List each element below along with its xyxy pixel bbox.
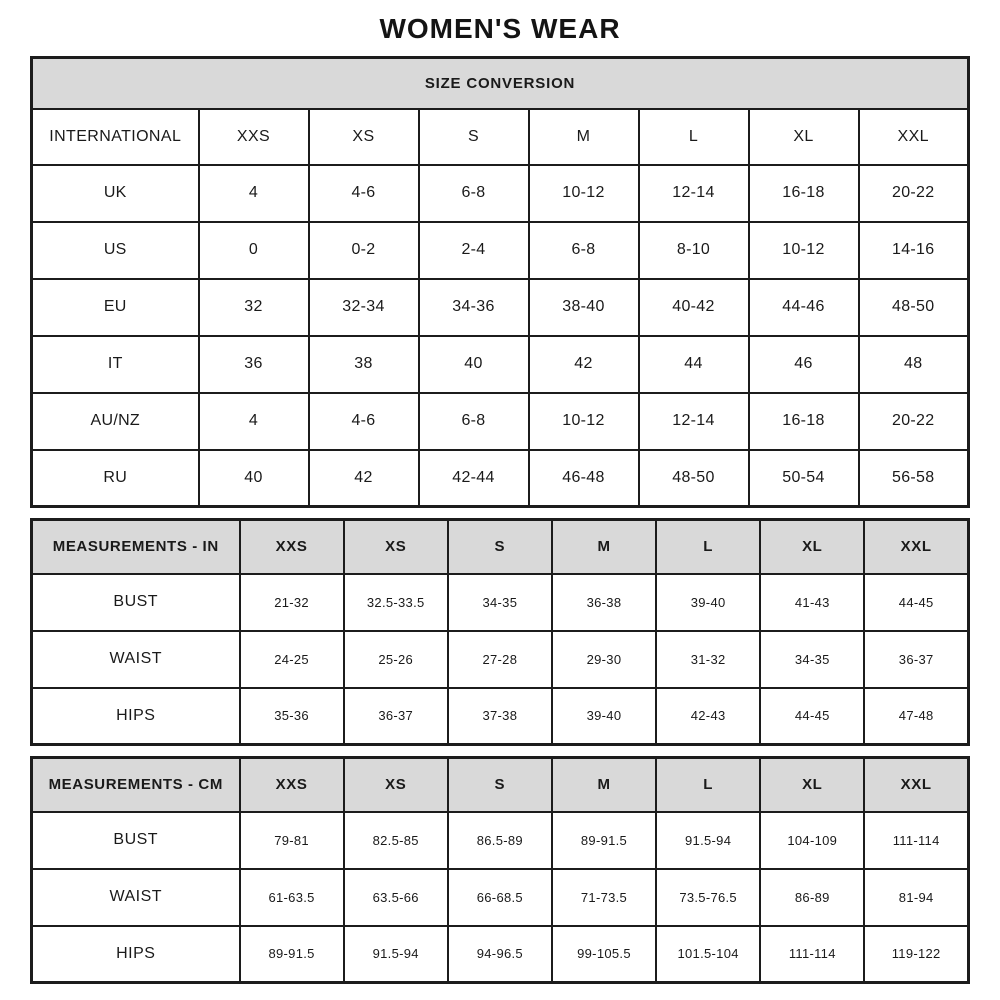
value-cell: 94-96.5	[448, 926, 552, 983]
value-cell: 44-46	[749, 279, 859, 336]
value-cell: 20-22	[859, 165, 969, 222]
value-cell: 35-36	[240, 688, 344, 745]
table-row	[32, 688, 969, 745]
column-header: XS	[344, 520, 448, 574]
value-cell: 8-10	[639, 222, 749, 279]
value-cell: 48-50	[639, 450, 749, 507]
value-cell: 36	[199, 336, 309, 393]
column-header: XS	[344, 758, 448, 812]
size-conversion-table	[30, 56, 970, 508]
corner-label: INTERNATIONAL	[32, 109, 199, 165]
value-cell: 101.5-104	[656, 926, 760, 983]
value-cell: 36-37	[344, 688, 448, 745]
value-cell: 48-50	[859, 279, 969, 336]
value-cell: 41-43	[760, 574, 864, 631]
column-header: XXS	[240, 520, 344, 574]
value-cell: 86.5-89	[448, 812, 552, 869]
value-cell: 79-81	[240, 812, 344, 869]
value-cell: 10-12	[529, 165, 639, 222]
value-cell: 91.5-94	[656, 812, 760, 869]
value-cell: 44	[639, 336, 749, 393]
row-label: BUST	[32, 812, 240, 869]
value-cell: 24-25	[240, 631, 344, 688]
row-label: EU	[32, 279, 199, 336]
value-cell: 89-91.5	[240, 926, 344, 983]
value-cell: 36-38	[552, 574, 656, 631]
value-cell: 6-8	[529, 222, 639, 279]
column-header-row	[32, 520, 969, 574]
value-cell: 31-32	[656, 631, 760, 688]
table-row	[32, 165, 969, 222]
row-label: AU/NZ	[32, 393, 199, 450]
table-row	[32, 279, 969, 336]
row-label: BUST	[32, 574, 240, 631]
column-header: XL	[749, 109, 859, 165]
value-cell: 91.5-94	[344, 926, 448, 983]
value-cell: 4	[199, 165, 309, 222]
value-cell: 119-122	[864, 926, 968, 983]
column-header-row	[32, 109, 969, 165]
column-header: L	[656, 758, 760, 812]
value-cell: 39-40	[656, 574, 760, 631]
row-label: IT	[32, 336, 199, 393]
value-cell: 46	[749, 336, 859, 393]
value-cell: 111-114	[760, 926, 864, 983]
value-cell: 42	[529, 336, 639, 393]
column-header: M	[552, 520, 656, 574]
column-header: XXS	[199, 109, 309, 165]
value-cell: 82.5-85	[344, 812, 448, 869]
value-cell: 86-89	[760, 869, 864, 926]
column-header-row	[32, 758, 969, 812]
table-row	[32, 450, 969, 507]
table-row	[32, 222, 969, 279]
value-cell: 81-94	[864, 869, 968, 926]
value-cell: 20-22	[859, 393, 969, 450]
column-header: S	[419, 109, 529, 165]
value-cell: 6-8	[419, 165, 529, 222]
value-cell: 40-42	[639, 279, 749, 336]
table-row	[32, 393, 969, 450]
value-cell: 29-30	[552, 631, 656, 688]
value-cell: 37-38	[448, 688, 552, 745]
value-cell: 10-12	[529, 393, 639, 450]
value-cell: 16-18	[749, 165, 859, 222]
table-row	[32, 631, 969, 688]
value-cell: 4	[199, 393, 309, 450]
value-cell: 32.5-33.5	[344, 574, 448, 631]
value-cell: 6-8	[419, 393, 529, 450]
value-cell: 12-14	[639, 165, 749, 222]
column-header: S	[448, 758, 552, 812]
table-row	[32, 574, 969, 631]
value-cell: 42	[309, 450, 419, 507]
row-label: US	[32, 222, 199, 279]
column-header: XL	[760, 520, 864, 574]
table-row	[32, 336, 969, 393]
value-cell: 61-63.5	[240, 869, 344, 926]
value-cell: 34-36	[419, 279, 529, 336]
value-cell: 40	[419, 336, 529, 393]
value-cell: 89-91.5	[552, 812, 656, 869]
row-label: HIPS	[32, 688, 240, 745]
value-cell: 42-43	[656, 688, 760, 745]
value-cell: 66-68.5	[448, 869, 552, 926]
value-cell: 56-58	[859, 450, 969, 507]
column-header: L	[639, 109, 749, 165]
page-title: WOMEN'S WEAR	[379, 13, 621, 44]
row-label: RU	[32, 450, 199, 507]
value-cell: 63.5-66	[344, 869, 448, 926]
column-header: XXS	[240, 758, 344, 812]
value-cell: 2-4	[419, 222, 529, 279]
value-cell: 0	[199, 222, 309, 279]
value-cell: 47-48	[864, 688, 968, 745]
value-cell: 99-105.5	[552, 926, 656, 983]
value-cell: 32	[199, 279, 309, 336]
measurements-cm-table	[30, 756, 970, 984]
column-header: M	[529, 109, 639, 165]
value-cell: 16-18	[749, 393, 859, 450]
row-label: UK	[32, 165, 199, 222]
column-header: XL	[760, 758, 864, 812]
value-cell: 39-40	[552, 688, 656, 745]
measurements-in-table	[30, 518, 970, 746]
value-cell: 10-12	[749, 222, 859, 279]
corner-label: MEASUREMENTS - IN	[32, 520, 240, 574]
table-row	[32, 869, 969, 926]
value-cell: 38	[309, 336, 419, 393]
size-conversion-banner: SIZE CONVERSION	[32, 58, 969, 109]
value-cell: 40	[199, 450, 309, 507]
value-cell: 32-34	[309, 279, 419, 336]
value-cell: 34-35	[448, 574, 552, 631]
value-cell: 38-40	[529, 279, 639, 336]
corner-label: MEASUREMENTS - CM	[32, 758, 240, 812]
value-cell: 14-16	[859, 222, 969, 279]
column-header: XXL	[859, 109, 969, 165]
value-cell: 36-37	[864, 631, 968, 688]
value-cell: 34-35	[760, 631, 864, 688]
row-label: WAIST	[32, 869, 240, 926]
value-cell: 73.5-76.5	[656, 869, 760, 926]
column-header: XS	[309, 109, 419, 165]
value-cell: 104-109	[760, 812, 864, 869]
value-cell: 71-73.5	[552, 869, 656, 926]
value-cell: 21-32	[240, 574, 344, 631]
value-cell: 4-6	[309, 393, 419, 450]
value-cell: 4-6	[309, 165, 419, 222]
column-header: XXL	[864, 758, 968, 812]
banner-row	[32, 58, 969, 109]
value-cell: 50-54	[749, 450, 859, 507]
table-row	[32, 926, 969, 983]
column-header: M	[552, 758, 656, 812]
value-cell: 12-14	[639, 393, 749, 450]
row-label: WAIST	[32, 631, 240, 688]
value-cell: 42-44	[419, 450, 529, 507]
row-label: HIPS	[32, 926, 240, 983]
column-header: XXL	[864, 520, 968, 574]
value-cell: 111-114	[864, 812, 968, 869]
value-cell: 46-48	[529, 450, 639, 507]
value-cell: 0-2	[309, 222, 419, 279]
value-cell: 48	[859, 336, 969, 393]
value-cell: 44-45	[760, 688, 864, 745]
column-header: S	[448, 520, 552, 574]
column-header: L	[656, 520, 760, 574]
value-cell: 27-28	[448, 631, 552, 688]
value-cell: 44-45	[864, 574, 968, 631]
value-cell: 25-26	[344, 631, 448, 688]
table-row	[32, 812, 969, 869]
